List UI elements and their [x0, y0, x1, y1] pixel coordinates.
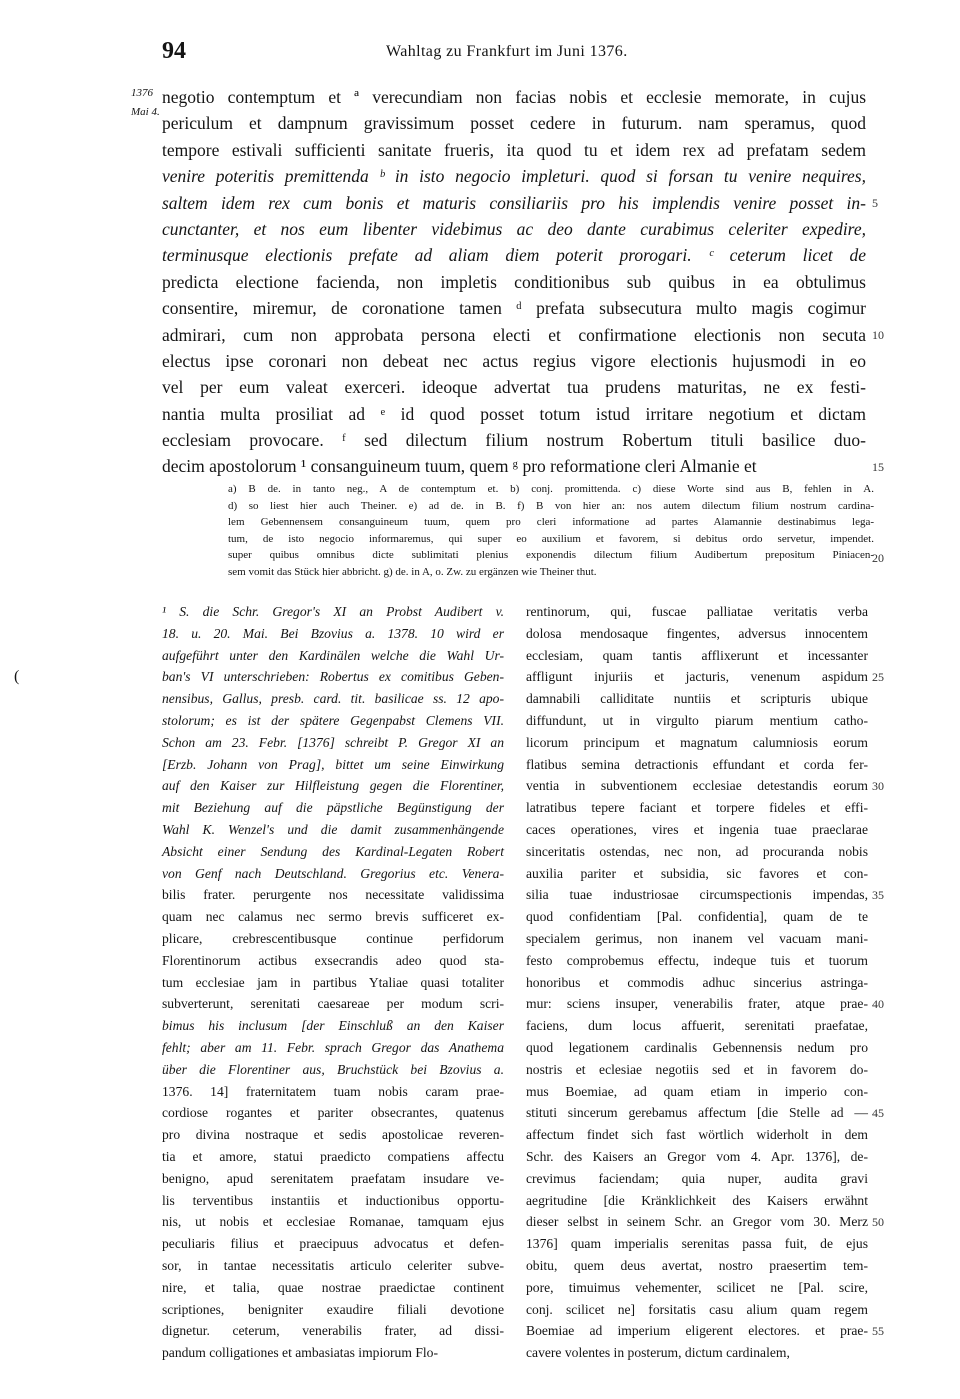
margin-mark: ( — [14, 668, 20, 685]
right-column-line: licorum principum et magnatum calumniosis eorum — [526, 734, 868, 750]
main-text-line: venire poteritis premittenda ᵇ in isto negocio impleturi. quod si forsan tu venire nequires, — [162, 166, 866, 187]
main-text-line: tempore estivali sufficienti sanitate frueris, ita quod tu et idem rex ad prefatam sedem — [162, 139, 866, 160]
running-head: Wahltag zu Frankfurt im Juni 1376. — [386, 43, 628, 60]
right-column-line: quod legationem cardinalis Gebennensis nedum pro — [526, 1039, 868, 1055]
main-text-line: vel per eum valeat exerceri. ideoque advertat tua prudens maturitas, ne ex festi- — [162, 377, 866, 398]
right-column-line: silia tuae industriosae circumspectionis impendas, — [526, 887, 868, 903]
right-column-line: cavere volentes in posterum, dictum cardinalem, — [526, 1345, 790, 1361]
main-text-line: decim apostolorum ¹ consanguineum tuum, quem ᵍ pro reformatione cleri Almanie et — [162, 456, 757, 477]
main-text-line: admirari, cum non approbata persona electi et confirmatione electionis non secuta — [162, 324, 866, 345]
main-text-line: saltem idem rex cum bonis et maturis consiliariis pro his implendis venire posset in- — [162, 192, 866, 213]
footnote-line: d) so liest hier auch Theiner. e) ad de. in B. f) B von hier an: nos autem dilectum filium nostrum cardina- — [228, 499, 874, 512]
margin-date-year: 1376 — [131, 87, 153, 99]
page-number: 94 — [162, 38, 186, 64]
left-column-line: stolorum; es ist der spätere Gegenpabst Clemens VII. — [162, 712, 504, 728]
left-column-line: bilis frater. perurgente nos necessitate validissima — [162, 887, 504, 903]
footnote-line: lem Gebennensem consanguineum tuum, quem pro cleri informatione ad partes Alamannie destinabimus lega- — [228, 516, 874, 528]
left-column-line: dignetur. ceterum, venerabilis frater, ad dissi- — [162, 1323, 504, 1339]
left-column-line: scriptiones, benigniter exaudire filiali devotione — [162, 1301, 504, 1317]
right-column-line: quod confidentiam [Pal. confidentia], quam de te — [526, 909, 868, 925]
right-column-line: mus Boemiae, ad quam etiam in imperio con- — [526, 1083, 868, 1099]
margin-date-day: Mai 4. — [131, 106, 160, 118]
right-column-line: flatibus semina detractionis effundant et corda fer- — [526, 756, 868, 772]
left-column-line: mit Beziehung auf die päpstliche Begünstigung der — [162, 800, 504, 816]
right-column-line: ecclesiam, quam tantis afflixerunt et incessanter — [526, 647, 868, 663]
left-column-line: nire, et talia, quae nostrae praedictae continent — [162, 1279, 504, 1295]
left-column-line: Absicht einer Sendung des Kardinal-Legaten Robert — [162, 843, 504, 859]
left-column-line: cordiose rogantes et pariter obsecrantes, quatenus — [162, 1105, 504, 1121]
main-text-line: nantia multa prosiliat ad ᵉ id quod posset totum istud irritare negotium et dictam — [162, 403, 866, 424]
line-number: 35 — [872, 888, 884, 903]
right-column-line: auxilia pariter et subsidia, sic favores et con- — [526, 865, 868, 881]
margin-date — [131, 84, 160, 122]
main-text-line: periculum et dampnum gravissimum posset cedere in futurum. nam speramus, quod — [162, 113, 866, 134]
right-column-line: Boemiae ad imperium eligerent electores. et prae- — [526, 1323, 868, 1339]
left-column-line: von Genf nach Deutschland. Gregorius etc. Venera- — [162, 865, 504, 881]
right-column-line: affectum findet sich fast wörtlich widerholt in dem — [526, 1127, 868, 1143]
right-column-line: sinceritatis ostendas, nec non, ad procuranda nobis — [526, 843, 868, 859]
line-number: 30 — [872, 779, 884, 794]
right-column-line: caces operationes, vires et ingenia tuae praeclarae — [526, 821, 868, 837]
footnote-line: super quibus omnibus dicte sublimitati plenius exponendis dilectum filium Audibertum prepositum Piniacen- — [228, 549, 874, 561]
footnote-line: sem vomit das Stück hier abbricht. g) de. in A, o. Zw. zu ergänzen wie Theiner thut. — [228, 565, 597, 578]
right-column — [526, 601, 868, 1364]
left-column-line: quam nec calamus nec sermo brevis sufficeret ex- — [162, 909, 504, 925]
footnote-line: tum, de isto negocio informaremus, qui super eo auxilium et favorem, si debitus ordo servetur, impendet. — [228, 532, 874, 545]
line-number: 50 — [872, 1215, 884, 1230]
left-column-line: 18. u. 20. Mai. Bei Bzovius a. 1378. 10 wird er — [162, 625, 504, 641]
left-column-line: [Erzb. Johann von Prag], bittet um seine Einwirkung — [162, 756, 504, 772]
left-column-line: aufgeführt unter den Kardinälen welche die Wahl Ur- — [162, 647, 504, 663]
right-column-line: dolosa mendosaque fingentes, adversus innocentem — [526, 625, 868, 641]
right-column-line: rentinorum, qui, fuscae palliatae veritatis verba — [526, 604, 868, 619]
main-text — [162, 84, 866, 480]
line-number: 10 — [872, 327, 884, 342]
left-column-line: ban's VI unterschrieben: Robertus ex comitibus Geben- — [162, 669, 504, 685]
left-column-line: Schon am 23. Febr. [1376] schreibt P. Gregor XI an — [162, 734, 504, 750]
right-column-line: dieser selbst in seinem Schr. an Gregor vom 30. Merz — [526, 1214, 868, 1230]
left-column-line: pandum colligationes et ambasiatas impiorum Flo- — [162, 1345, 438, 1361]
left-column-line: tia et amore, statui praedicto compatiens affectu — [162, 1148, 504, 1164]
right-column-line: diffundunt, ut in virgulto piarum mentium catho- — [526, 712, 868, 728]
left-column-line: bimus his inclusum [der Einschluß an den Kaiser — [162, 1018, 504, 1034]
left-column-line: lis terventibus instantiis et inductionibus opportu- — [162, 1192, 504, 1208]
left-column-line: peculiaris filius et praecipuus advocatus et defen- — [162, 1236, 504, 1252]
right-column-line: honoribus et commodis adhuc sincerius astringa- — [526, 974, 868, 990]
right-column-line: stituti sincerum gerebamus affectum [die Stelle ad — — [526, 1105, 868, 1121]
left-column — [162, 601, 504, 1364]
left-column-line: tum ecclesiae jam in partibus Ytaliae quasi totaliter — [162, 974, 504, 990]
right-column-line: crevimus faciendam; quia nuper, audita gravi — [526, 1170, 868, 1186]
right-column-line: latratibus tepere faciant et torpere fideles et effi- — [526, 800, 868, 816]
line-number: 15 — [872, 459, 884, 474]
main-text-line: predicta electione facienda, non impletis conditionibus sub quibus in ea obtulimus — [162, 271, 866, 292]
right-column-line: affligunt injuriis et jacturis, venenum aspidum — [526, 669, 868, 685]
right-column-line: nostris et eclesiae negotiis sed et in favorem do- — [526, 1061, 868, 1077]
main-text-line: ecclesiam provocare. ᶠ sed dilectum filium nostrum Robertum tituli basilice duo- — [162, 430, 866, 451]
main-text-line: terminusque electionis prefate ad aliam diem poterit prorogari. ᶜ ceterum licet de — [162, 245, 866, 266]
left-column-line: auf den Kaiser zur Hilfleistung gegen die Florentiner, — [162, 778, 504, 794]
left-column-line: ¹ S. die Schr. Gregor's XI an Probst Audibert v. — [162, 604, 504, 619]
right-column-line: 1376] quam imperialis serenitas passa fuit, de ejus — [526, 1236, 868, 1252]
left-column-line: subverterunt, serenitati caesareae per modum scri- — [162, 996, 504, 1012]
right-column-line: obitu, quem deus avertat, nostro praesertim tem- — [526, 1257, 868, 1273]
left-column-line: 1376. 14] fraternitatem tuam nobis caram prae- — [162, 1083, 504, 1099]
footnotes — [228, 481, 874, 580]
line-number: 20 — [872, 551, 884, 565]
left-column-line: plicare, crebrescentibusque continue perfidorum — [162, 930, 504, 946]
right-column-line: ventia in subventionem ecclesiae detestandis eorum — [526, 778, 868, 794]
line-number: 5 — [872, 195, 878, 210]
footnote-line: a) B de. in tanto neg., A de contemptum et. b) conj. promittenda. c) diese Worte sind aus B, fehlen in A. — [228, 483, 874, 495]
left-column-line: sor, in tantae necessitatis articulo celeriter subve- — [162, 1257, 504, 1273]
line-number: 40 — [872, 997, 884, 1012]
left-column-line: nensibus, Gallus, presb. card. tit. basilicae ss. 12 apo- — [162, 691, 504, 707]
right-column-line: damnabili calliditate nuntiis et scripturis ubique — [526, 691, 868, 707]
line-number: 55 — [872, 1324, 884, 1339]
right-column-line: aegritudine [die Kränklichkeit des Kaisers erwähnt — [526, 1192, 868, 1208]
main-text-line: negotio contemptum et ª verecundiam non facias nobis et ecclesie memorate, in cujus — [162, 87, 866, 107]
right-column-line: mur: sciens insuper, venerabilis frater, atque prae- — [526, 996, 868, 1012]
right-column-line: Schr. des Kaisers an Gregor vom 4. Apr. 1376], de- — [526, 1148, 868, 1164]
main-text-line: electus ipse coronari non debeat nec actus regius vigore electionis hujusmodi in eo — [162, 350, 866, 371]
left-column-line: nis, ut nobis et ecclesiae Romanae, tamquam ejus — [162, 1214, 504, 1230]
left-column-line: benigno, apud serenitatem praefatam insudare ve- — [162, 1170, 504, 1186]
right-column-line: specialem gerimus, non inanem vel vacuam mani- — [526, 930, 868, 946]
left-column-line: Florentinorum actibus exsecrandis adeo quod sta- — [162, 952, 504, 968]
right-column-line: faciens, dum locus affuerit, serenitati praefatae, — [526, 1018, 868, 1034]
right-column-line: pore, timuimus vehementer, scilicet ne [Pal. scire, — [526, 1279, 868, 1295]
right-column-line: conj. scilicet ne] forsitatis casu alium quam regem — [526, 1301, 868, 1317]
left-column-line: fehlt; aber am 11. Febr. sprach Gregor das Anathema — [162, 1039, 504, 1055]
left-column-line: über die Florentiner aus, Bruchstück bei Bzovius a. — [162, 1061, 504, 1077]
line-number: 25 — [872, 670, 884, 685]
line-number: 45 — [872, 1106, 884, 1121]
main-text-line: consentire, miremur, de coronatione tamen ᵈ prefata subsecutura multo magis cogimur — [162, 298, 866, 319]
left-column-line: Wahl K. Wenzel's und die damit zusammenhängende — [162, 821, 504, 837]
main-text-line: cunctanter, et nos eum libenter videbimus ac deo dante curabimus celeriter expedire, — [162, 218, 866, 239]
left-column-line: pro divina nostraque et sedis apostolicae reveren- — [162, 1127, 504, 1143]
right-column-line: festo comprobemus effectu, indeque tuis et tuorum — [526, 952, 868, 968]
